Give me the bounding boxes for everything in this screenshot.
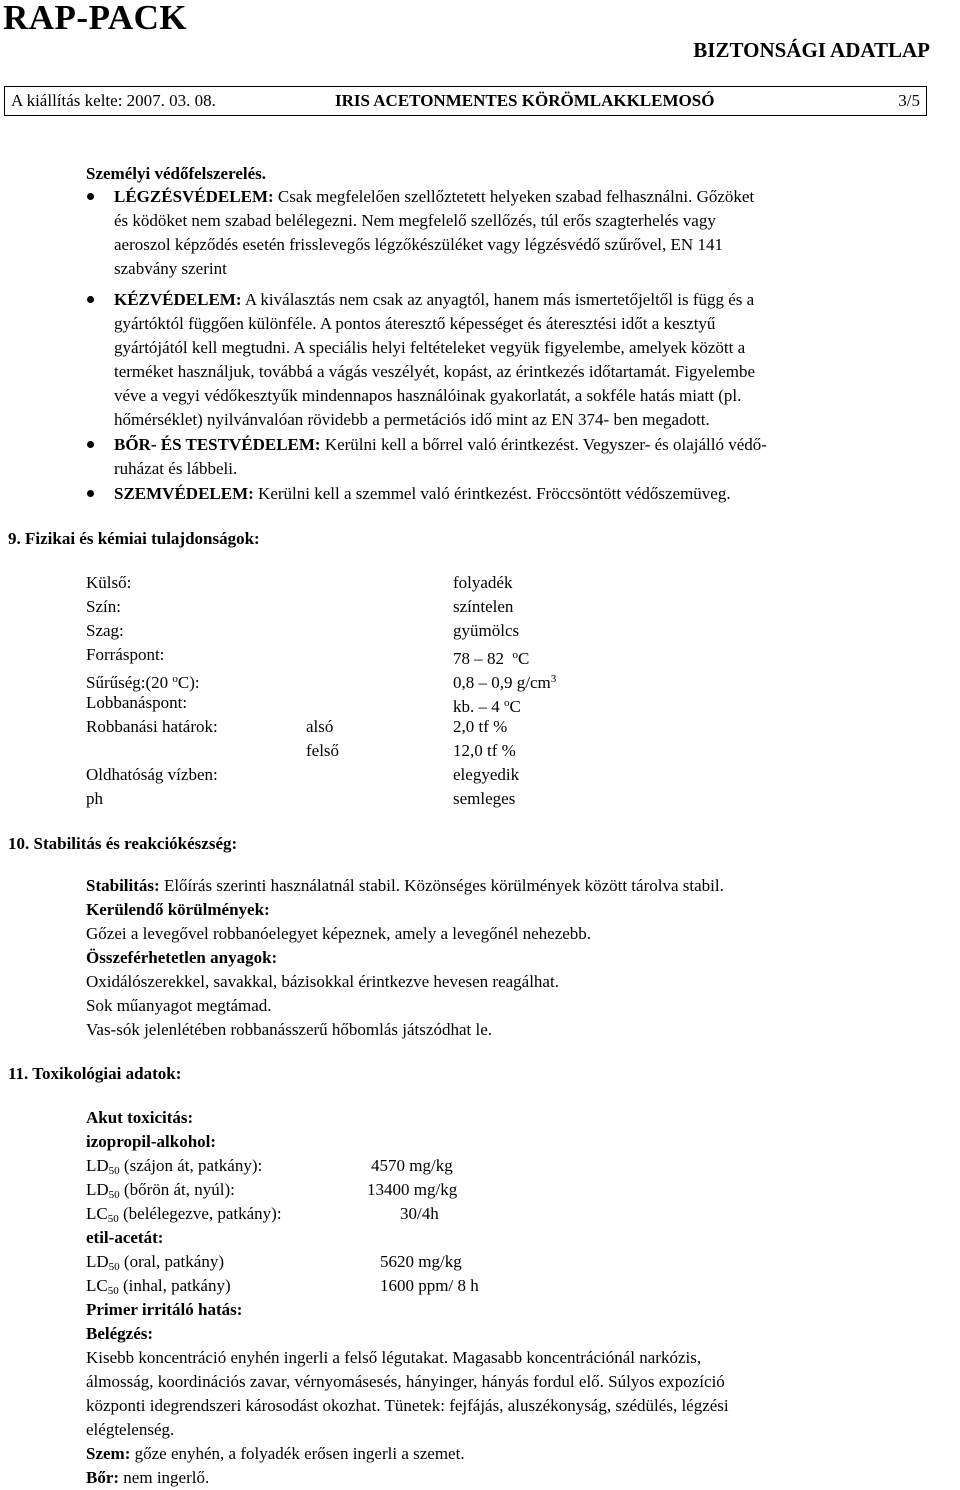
tox-value: 1600 ppm/ 8 h	[380, 1276, 479, 1295]
tox-label: $LC_{50}$ (inhal, patkány)	[86, 1276, 231, 1297]
section-10-title: 10. Stabilitás és reakciókészség:	[8, 834, 238, 853]
stability-line: Stabilitás: Előírás szerinti használatnál stabil. Közönséges körülmények között tárolva stabil.	[86, 876, 724, 895]
property-label: Szag:	[86, 621, 124, 640]
section-9-title: 9. Fizikai és kémiai tulajdonságok:	[8, 529, 260, 548]
property-value: 2,0 tf %	[453, 717, 508, 736]
property-label: Sűrűség:(20 $^o$C):	[86, 673, 200, 692]
incompatible-line-3: Vas-sók jelenlétében robbanásszerű hőbomlás játszódhat le.	[86, 1020, 492, 1039]
property-value: elegyedik	[453, 765, 520, 784]
property-label: Külső:	[86, 573, 132, 592]
respiratory-line-4: szabvány szerint	[114, 259, 227, 278]
respiratory-line-3: aeroszol képződés esetén frisslevegős légzőkészüléket vagy légzésvédő szűrővel, EN 141	[114, 235, 723, 254]
hand-line-5: véve a vegyi védőkesztyűk mindennapos használóinak gyakorlatát, a sokféle hatás miatt (pl.	[114, 386, 742, 405]
substance-label: izopropil-alkohol:	[86, 1132, 217, 1151]
tox-label: $LD_{50}$ (oral, patkány)	[86, 1252, 224, 1273]
primary-irritation-label: Primer irritáló hatás:	[86, 1300, 243, 1319]
tox-value: 13400 mg/kg	[367, 1180, 458, 1199]
property-value: kb. – 4 $^o$C	[453, 697, 521, 716]
incompatible-line-2: Sok műanyagot megtámad.	[86, 996, 272, 1015]
property-label: Robbanási határok:	[86, 717, 218, 736]
respiratory-line-2: és ködöket nem szabad belélegezni. Nem megfelelő szellőzés, túl erős szagterhelés vagy	[114, 211, 716, 230]
skin-effect-line: Bőr: nem ingerlő.	[86, 1468, 210, 1487]
property-label: Forráspont:	[86, 645, 165, 664]
property-label: Lobbanáspont:	[86, 693, 188, 712]
property-label: Szín:	[86, 597, 121, 616]
bullet-icon	[87, 490, 94, 497]
inhalation-line-2: álmosság, koordinációs zavar, vérnyomásesés, hányinger, hányás fordul elő. Súlyos expozíció	[86, 1372, 725, 1391]
bullet-icon	[87, 193, 94, 200]
issue-date: A kiállítás kelte: 2007. 03. 08.	[11, 91, 216, 110]
header-bar	[4, 86, 927, 116]
eye-effect-line: Szem: gőze enyhén, a folyadék erősen ingerli a szemet.	[86, 1444, 465, 1463]
tox-label: $LD_{50}$ (bőrön át, nyúl):	[86, 1180, 235, 1201]
respiratory-line-1: LÉGZÉSVÉDELEM: Csak megfelelően szellőztetett helyeken szabad felhasználni. Gőzöket	[114, 187, 755, 206]
acute-toxicity-label: Akut toxicitás:	[86, 1108, 194, 1127]
hand-line-3: gyártójától kell megtudni. A speciális helyi feltételeket vegyük figyelembe, amelyek között a	[114, 338, 746, 357]
tox-label: $LD_{50}$ (szájon át, patkány):	[86, 1156, 263, 1177]
tox-value: 4570 mg/kg	[371, 1156, 453, 1175]
inhalation-line-1: Kisebb koncentráció enyhén ingerli a felső légutakat. Magasabb koncentrációnál narkózis,	[86, 1348, 702, 1367]
ppe-title: Személyi védőfelszerelés.	[86, 164, 267, 183]
inhalation-line-4: elégtelenség.	[86, 1420, 175, 1439]
bullet-icon	[87, 296, 94, 303]
incompatible-label: Összeférhetetlen anyagok:	[86, 948, 278, 967]
property-sublabel: felső	[306, 741, 340, 760]
property-value: színtelen	[453, 597, 514, 616]
hand-line-4: terméket használjuk, továbbá a vágás veszélyét, kopást, az érintkezés időtartamát. Figyelembe	[114, 362, 756, 381]
bullet-icon	[87, 441, 94, 448]
property-value: semleges	[453, 789, 516, 808]
hand-line-6: hőmérséklet) nyilvánvalóan rövidebb a permetációs idő mint az EN 374- ben megadott.	[114, 410, 710, 429]
brand-logo: RAP-PACK	[3, 0, 188, 37]
inhalation-line-3: központi idegrendszeri károsodást okozhat. Tünetek: fejfájás, aluszékonyság, szédülés, légzési	[86, 1396, 729, 1415]
tox-value: 5620 mg/kg	[380, 1252, 462, 1271]
inhalation-label: Belégzés:	[86, 1324, 154, 1343]
substance-label: etil-acetát:	[86, 1228, 164, 1247]
product-name: IRIS ACETONMENTES KÖRÖMLAKKLEMOSÓ	[335, 91, 715, 110]
eye-line-1: SZEMVÉDELEM: Kerülni kell a szemmel való érintkezést. Fröccsöntött védőszemüveg.	[114, 484, 731, 503]
skin-line-2: ruházat és lábbeli.	[114, 459, 238, 478]
property-value: 0,8 – 0,9 $g/cm^3$	[453, 673, 557, 692]
incompatible-line-1: Oxidálószerekkel, savakkal, bázisokkal érintkezve hevesen reagálhat.	[86, 972, 559, 991]
page-number: 3/5	[898, 91, 920, 110]
section-11-title: 11. Toxikológiai adatok:	[8, 1064, 182, 1083]
property-value: 78 – 82 $^o$C	[453, 649, 530, 668]
hand-line-2: gyártóktól függően különféle. A pontos áteresztő képességet és áteresztési időt a kesztyű	[114, 314, 716, 333]
property-value: gyümölcs	[453, 621, 520, 640]
document-title: BIZTONSÁGI ADATLAP	[693, 38, 930, 62]
property-label: Oldhatóság vízben:	[86, 765, 218, 784]
avoid-label: Kerülendő körülmények:	[86, 900, 270, 919]
avoid-text: Gőzei a levegővel robbanóelegyet képeznek, amely a levegőnél nehezebb.	[86, 924, 592, 943]
property-value: 12,0 tf %	[453, 741, 516, 760]
hand-line-1: KÉZVÉDELEM: A kiválasztás nem csak az anyagtól, hanem más ismertetőjeltől is függ és a	[114, 290, 755, 309]
property-label: ph	[86, 789, 103, 808]
property-sublabel: alsó	[306, 717, 334, 736]
skin-line-1: BŐR- ÉS TESTVÉDELEM: Kerülni kell a bőrrel való érintkezést. Vegyszer- és olajálló védő-	[114, 435, 767, 454]
property-value: folyadék	[453, 573, 513, 592]
tox-value: 30/4h	[400, 1204, 439, 1223]
tox-label: $LC_{50}$ (belélegezve, patkány):	[86, 1204, 282, 1225]
